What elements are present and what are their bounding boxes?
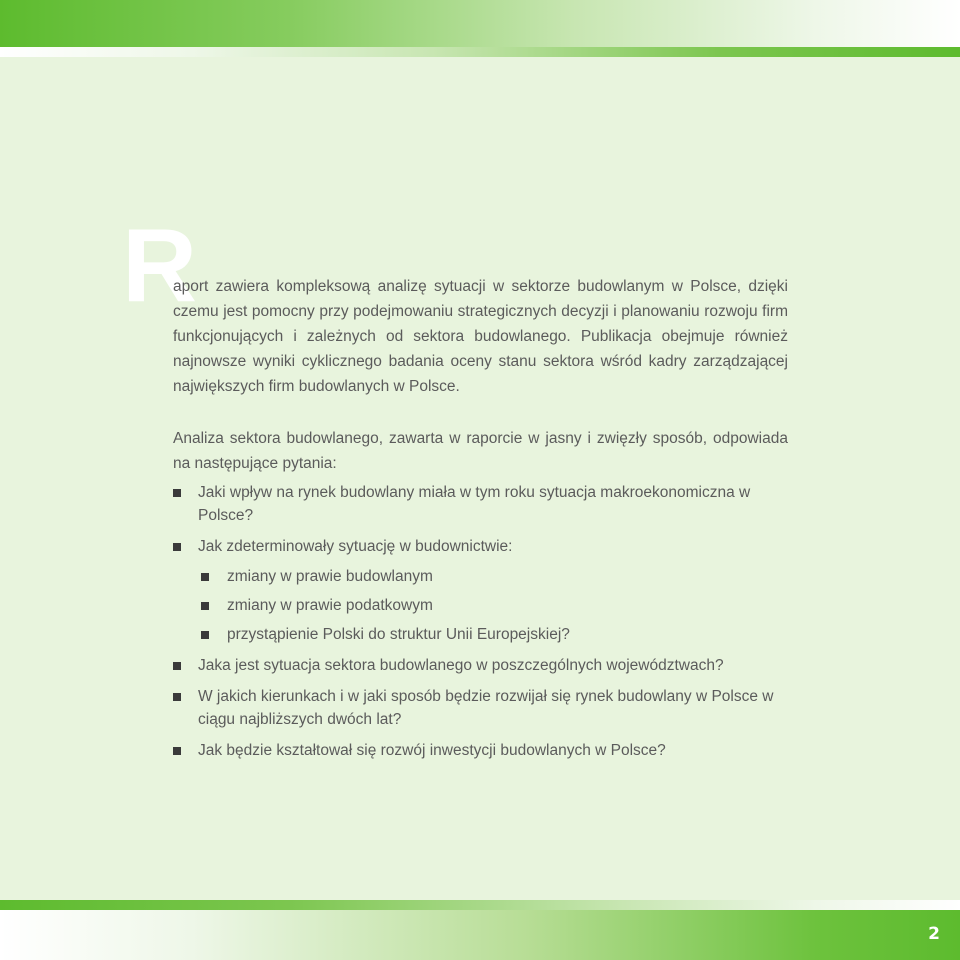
list-item	[173, 654, 793, 677]
page-number: 2	[928, 924, 940, 944]
question-text: Jaki wpływ na rynek budowlany miała w tym roku sytuacja makroekonomiczna w Polsce?	[198, 484, 751, 524]
sub-question-text: przystąpienie Polski do struktur Unii Europejskiej?	[227, 626, 570, 643]
drop-cap-letter: R	[122, 208, 196, 324]
question-text: Jak zdeterminowały sytuację w budownictwie:	[198, 538, 513, 555]
list-item	[173, 481, 793, 527]
sub-question-text: zmiany w prawie budowlanym	[227, 568, 433, 585]
sub-list-item	[201, 594, 793, 617]
questions-lead-paragraph: Analiza sektora budowlanego, zawarta w raporcie w jasny i zwięzły sposób, odpowiada na następujące pytania:	[173, 430, 788, 472]
top-green-band	[0, 0, 960, 47]
questions-list	[173, 481, 793, 770]
sub-list-item	[201, 565, 793, 588]
sub-questions-list	[201, 565, 793, 646]
question-text: Jak będzie kształtował się rozwój inwestycji budowlanych w Polsce?	[198, 742, 666, 759]
list-item	[173, 535, 793, 646]
question-text: W jakich kierunkach i w jaki sposób będzie rozwijał się rynek budowlany w Polsce w ciągu najbliższych dwóch lat?	[198, 688, 774, 728]
bottom-green-stripe	[0, 900, 960, 910]
sub-list-item	[201, 623, 793, 646]
intro-paragraph: aport zawiera kompleksową analizę sytuacji w sektorze budowlanym w Polsce, dzięki czemu jest pomocny przy podejmowaniu strategicznych decyzji i planowaniu rozwoju firm funkcjonujących i zależnych od sektora budowlanego. Publikacja obejmuje również najnowsze wyniki cyklicznego badania oceny stanu sektora wśród kadry zarządzającej największych firm budowlanych w Polsce.	[173, 278, 788, 395]
question-text: Jaka jest sytuacja sektora budowlanego w poszczególnych województwach?	[198, 657, 724, 674]
list-item	[173, 685, 793, 731]
bottom-green-band	[0, 910, 960, 960]
content-area	[0, 57, 960, 900]
sub-question-text: zmiany w prawie podatkowym	[227, 597, 433, 614]
top-green-stripe	[0, 47, 960, 57]
list-item	[173, 739, 793, 762]
